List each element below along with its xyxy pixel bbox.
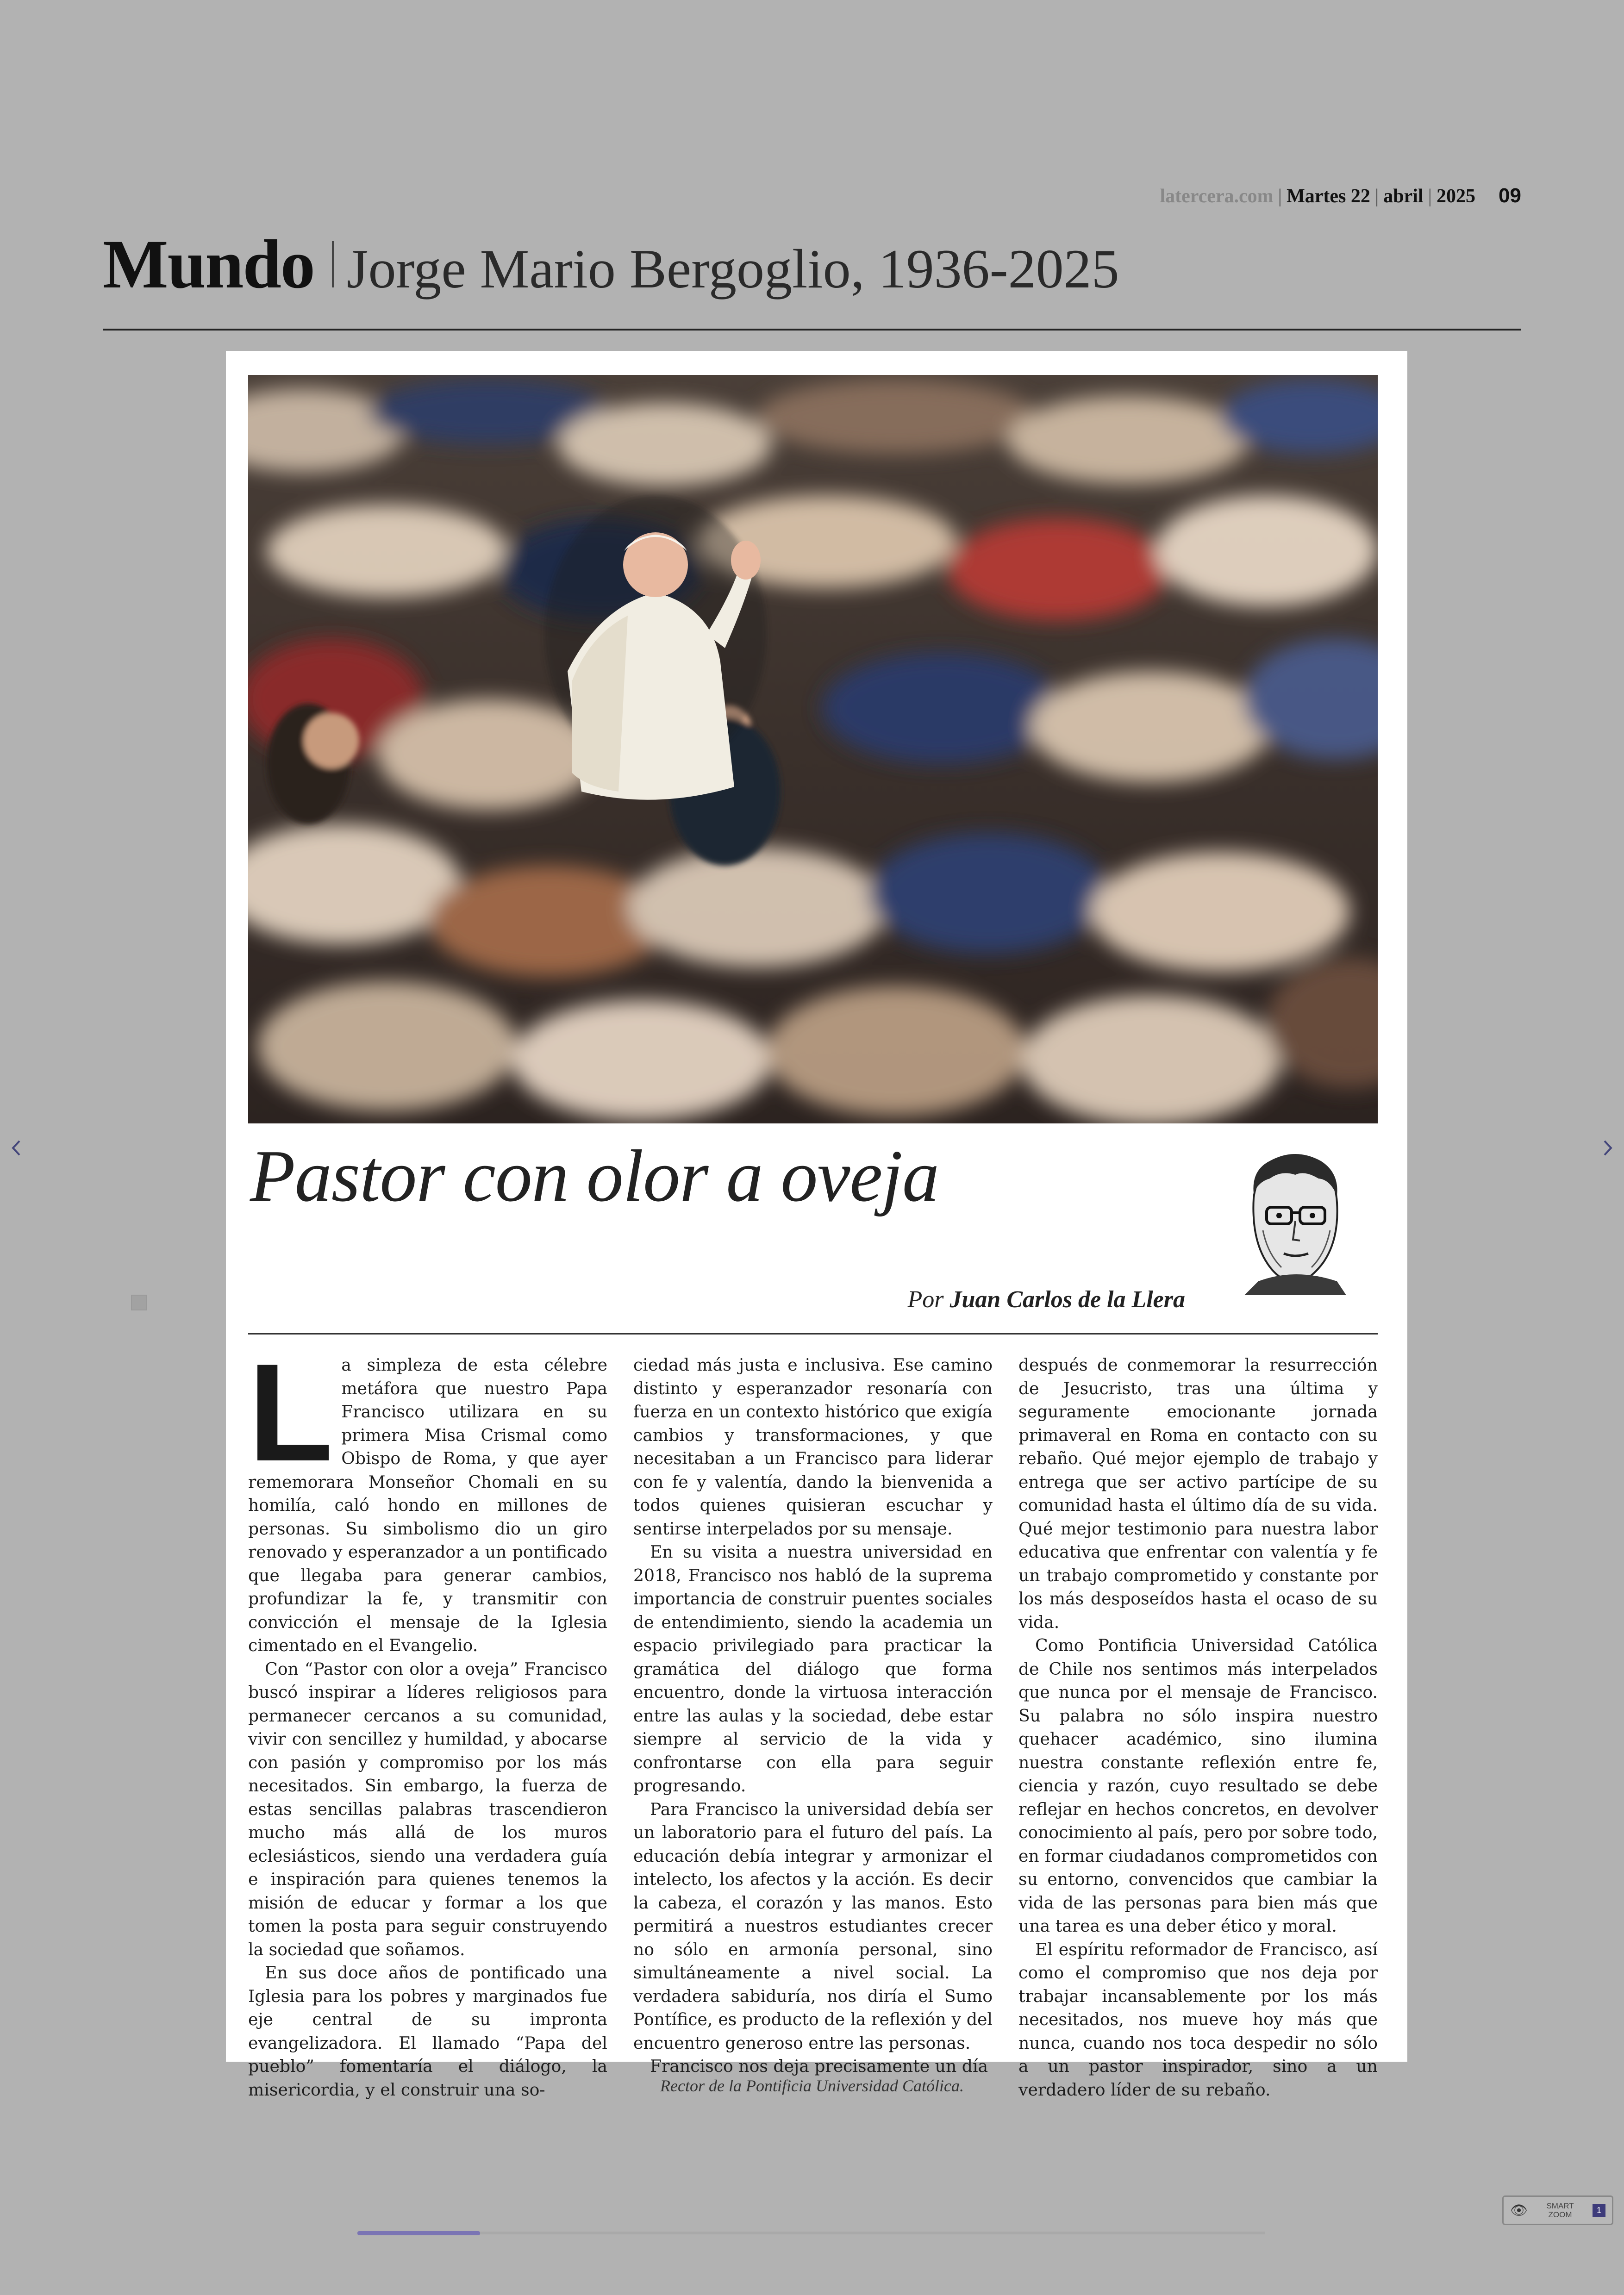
section-header <box>103 225 1119 304</box>
section-divider <box>332 241 334 287</box>
chevron-right-icon <box>1596 1136 1619 1160</box>
smart-zoom-label: SMART ZOOM <box>1546 2201 1574 2219</box>
next-page-button[interactable] <box>1596 1136 1619 1160</box>
page-marker[interactable] <box>131 1295 147 1310</box>
site-name: latercera.com <box>1160 186 1274 207</box>
previous-page-button[interactable] <box>5 1136 28 1160</box>
byline-rule <box>248 1333 1378 1335</box>
issue-date-day: Martes 22 <box>1287 186 1370 207</box>
section-subtitle: Jorge Mario Bergoglio, 1936-2025 <box>346 238 1119 299</box>
drop-cap: L <box>248 1335 333 1490</box>
issue-date-year: 2025 <box>1437 186 1476 207</box>
paragraph-text: a simpleza de esta célebre metáfora que nuestro Papa Francisco utilizara en su primera Misa Crismal como Obispo de Roma, y que ayer rememorara Monseñor Chomali en su homilía, caló hondo en millones de personas. Su simbolismo dio un giro renovado y esperanzador a un pontificado que llegaba para generar cambios, profundizar la fe, y transmitir con convicción el mensaje de la Iglesia cimentado en el Evangelio. <box>248 1355 607 1655</box>
article-headline: Pastor con olor a oveja <box>250 1135 939 1217</box>
byline <box>908 1286 1186 1313</box>
paragraph: En sus doce años de pontificado una Iglesia para los pobres y marginados fue eje central de su impronta evangelizadora. El llamado “Papa del pueblo” fomentaría el diálogo, la misericordia, y el construir una so- <box>248 1963 607 2100</box>
smart-zoom-button[interactable] <box>1502 2195 1613 2225</box>
eye-icon: 👁 <box>1510 2202 1528 2219</box>
chevron-left-icon <box>5 1136 28 1160</box>
author-name: Juan Carlos de la Llera <box>949 1286 1185 1313</box>
paragraph: Francisco nos deja precisamente un día <box>650 2056 988 2076</box>
author-caption: Rector de la Pontificia Universidad Católica. <box>660 2077 964 2095</box>
paragraph: Con “Pastor con olor a oveja” Francisco buscó inspirar a líderes religiosos para permanecer cercanos a su comunidad, vivir con sencillez y humildad, y abocarse con pasión y compromiso por los más necesitados. Sin embargo, la fuerza de estas sencillas palabras trascendieron mucho más allá de los muros eclesiásticos, siendo una verdadera guía e inspiración para quienes tenemos la misión de educar y formar a los que tomen la posta para seguir construyendo la sociedad que soñamos. <box>248 1659 607 1959</box>
paragraph: ciedad más justa e inclusiva. Ese camino distinto y esperanzador resonaría con fuerza en un contexto histórico que exigía cambios y transformaciones, y que necesitaban a un Francisco para liderar con fe y valentía, dando la bienvenida a todos quienes quisieran escuchar y sentirse interpelados por su mensaje. <box>633 1355 993 1539</box>
page-progress-fill <box>357 2231 480 2235</box>
issue-date-month: abril <box>1383 186 1424 207</box>
article-column-3 <box>1018 1353 1378 2100</box>
article-column-2 <box>633 1353 993 2076</box>
paragraph: Como Pontificia Universidad Católica de Chile nos sentimos más interpelados que nunca por el mensaje de Francisco. Su palabra no sólo inspira nuestro quehacer académico, sino ilumina nuestra constante reflexión entre fe, ciencia y razón, cuyo resultado se debe reflejar en hechos concretos, en devolver conocimiento al país, pero por sobre todo, en formar ciudadanos comprometidos con su entorno, convencidos que cambiar la vida de las personas para bien más que una tarea es una deber ético y moral. <box>1018 1635 1378 1936</box>
page-progress-track[interactable] <box>357 2232 1265 2234</box>
page-number: 09 <box>1499 184 1521 207</box>
section-title: Mundo <box>103 226 314 303</box>
article-column-1 <box>248 1335 607 2100</box>
paragraph <box>248 1335 607 1658</box>
article-photo <box>248 375 1378 1123</box>
paragraph: El espíritu reformador de Francisco, así como el compromiso que nos deja por trabajar incansablemente por los más necesitados, nos mueve hoy más que nunca, cuando nos toca despedir no sólo a un pastor inspirador, sino a un verdadero líder de su rebaño. <box>1018 1939 1378 2100</box>
author-portrait <box>1226 1142 1365 1295</box>
header-rule <box>103 329 1521 331</box>
paragraph: Para Francisco la universidad debía ser un laboratorio para el futuro del país. La educación debía integrar y armonizar el intelecto, los afectos y la acción. Es decir la cabeza, el corazón y las manos. Esto permitirá a nuestros estudiantes crecer no sólo en armonía personal, sino simultáneamente a nivel social. La verdadera sabiduría, nos diría el Sumo Pontífice, es producto de la reflexión y del encuentro generoso entre las personas. <box>633 1799 993 2053</box>
issue-meta: latercera.com | Martes 22 | abril | 2025 09 <box>1160 184 1521 207</box>
paragraph: después de conmemorar la resurrección de Jesucristo, tras una última y seguramente emocionante jornada primaveral en Roma en contacto con su rebaño. Qué mejor ejemplo de trabajo y entrega que ser activo partícipe de su comunidad hasta el último día de su vida. Qué mejor testimonio para nuestra labor educativa que enfrentar con valentía y fe un trabajo comprometido y constante por los más desposeídos hasta el ocaso de su vida. <box>1018 1355 1378 1632</box>
byline-prefix: Por <box>907 1286 944 1313</box>
paragraph: En su visita a nuestra universidad en 2018, Francisco nos habló de la suprema importancia de construir puentes sociales de entendimiento, siendo la academia un espacio privilegiado para practicar la gramática del diálogo que forma encuentro, donde la virtuosa interacción entre las aulas y la sociedad, debe estar siempre al servicio de la vida y confrontarse con ella para seguir progresando. <box>633 1542 993 1796</box>
smart-zoom-badge: 1 <box>1593 2204 1605 2217</box>
